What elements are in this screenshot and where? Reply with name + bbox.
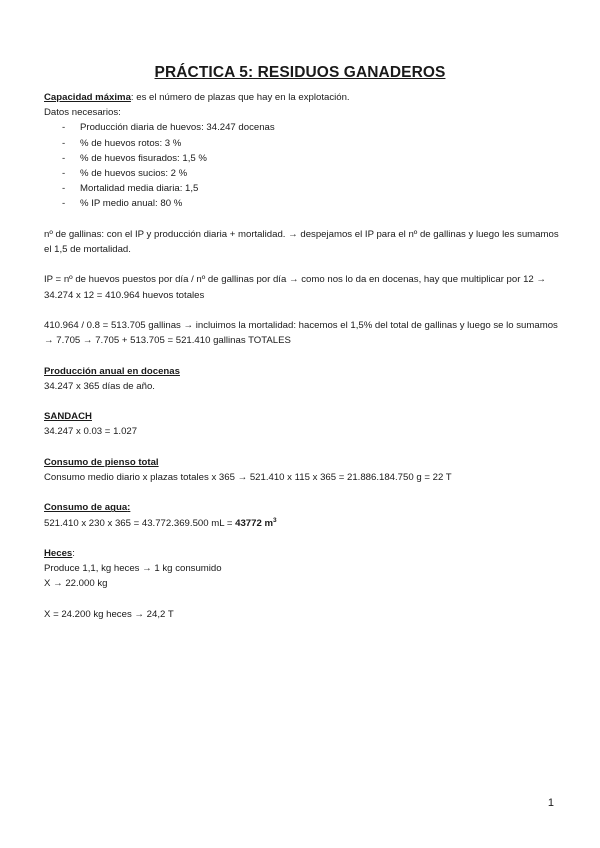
data-list bbox=[44, 120, 564, 211]
feces-line-1: Produce 1,1, kg heces → 1 kg consumido bbox=[44, 563, 222, 575]
feces-heading-row bbox=[44, 546, 564, 561]
feces-heading-suffix: : bbox=[72, 547, 75, 559]
title-rest: : RESIDUOS GANADEROS bbox=[247, 64, 446, 81]
document-title bbox=[0, 64, 600, 82]
page-number: 1 bbox=[547, 797, 554, 809]
capacity-term: Capacidad máxima bbox=[44, 92, 131, 103]
water-line: 521.410 x 230 x 365 = 43.772.369.500 mL = bbox=[44, 517, 236, 529]
mortality-paragraph: 410.964 / 0.8 = 513.705 gallinas → incluimos la mortalidad: hacemos el 1,5% del total de gallinas y luego se lo sumamos → 7.705 → 7.705 + 513.705 = 521.410 gallinas TOTALES bbox=[44, 320, 558, 347]
list-item: - % de huevos fisurados: 1,5 % bbox=[44, 151, 564, 166]
list-item: - % IP medio anual: 80 % bbox=[44, 196, 564, 211]
gallinas-paragraph: nº de gallinas: con el IP y producción diaria + mortalidad. → despejamos el IP para el nº de gallinas y luego les sumamos el 1,5 de mortalidad. bbox=[44, 228, 559, 256]
sandach-heading: SANDACH bbox=[44, 411, 92, 423]
list-item: - Mortalidad media diaria: 1,5 bbox=[44, 181, 564, 196]
annual-production-heading: Producción anual en docenas bbox=[44, 365, 180, 377]
capacity-paragraph bbox=[44, 90, 564, 105]
water-line-row bbox=[44, 516, 564, 531]
feed-heading: Consumo de pienso total bbox=[44, 456, 159, 468]
feces-line-3: X = 24.200 kg heces → 24,2 T bbox=[44, 608, 174, 620]
feces-line-2: X → 22.000 kg bbox=[44, 578, 108, 590]
water-result: 43772 m bbox=[235, 517, 274, 529]
document-body bbox=[44, 90, 564, 622]
water-heading-row bbox=[44, 500, 564, 515]
sandach-line: 34.247 x 0.03 = 1.027 bbox=[44, 426, 138, 438]
ip-paragraph: IP = nº de huevos puestos por día / nº de gallinas por día → como nos lo da en docenas, hay que multiplicar por 12 → 34.274 x 12 = 410.964 huevos totales bbox=[44, 274, 547, 301]
feces-heading: Heces bbox=[44, 547, 73, 559]
water-result-sup: 3 bbox=[273, 516, 277, 524]
data-intro: Datos necesarios: bbox=[44, 107, 121, 119]
water-heading: Consumo de agua bbox=[44, 502, 128, 514]
list-item: - % de huevos sucios: 2 % bbox=[44, 166, 564, 181]
list-item: - Producción diaria de huevos: 34.247 docenas bbox=[44, 120, 564, 135]
water-heading-suffix: : bbox=[127, 502, 131, 514]
feed-line: Consumo medio diario x plazas totales x 365 → 521.410 x 115 x 365 = 21.886.184.750 g = 22 T bbox=[44, 471, 452, 483]
title-prefix: PRÁCTICA 5 bbox=[154, 64, 248, 81]
list-item: - % de huevos rotos: 3 % bbox=[44, 136, 564, 151]
annual-production-line: 34.247 x 365 días de año. bbox=[44, 380, 155, 392]
capacity-definition: : es el número de plazas que hay en la explotación. bbox=[130, 92, 350, 103]
